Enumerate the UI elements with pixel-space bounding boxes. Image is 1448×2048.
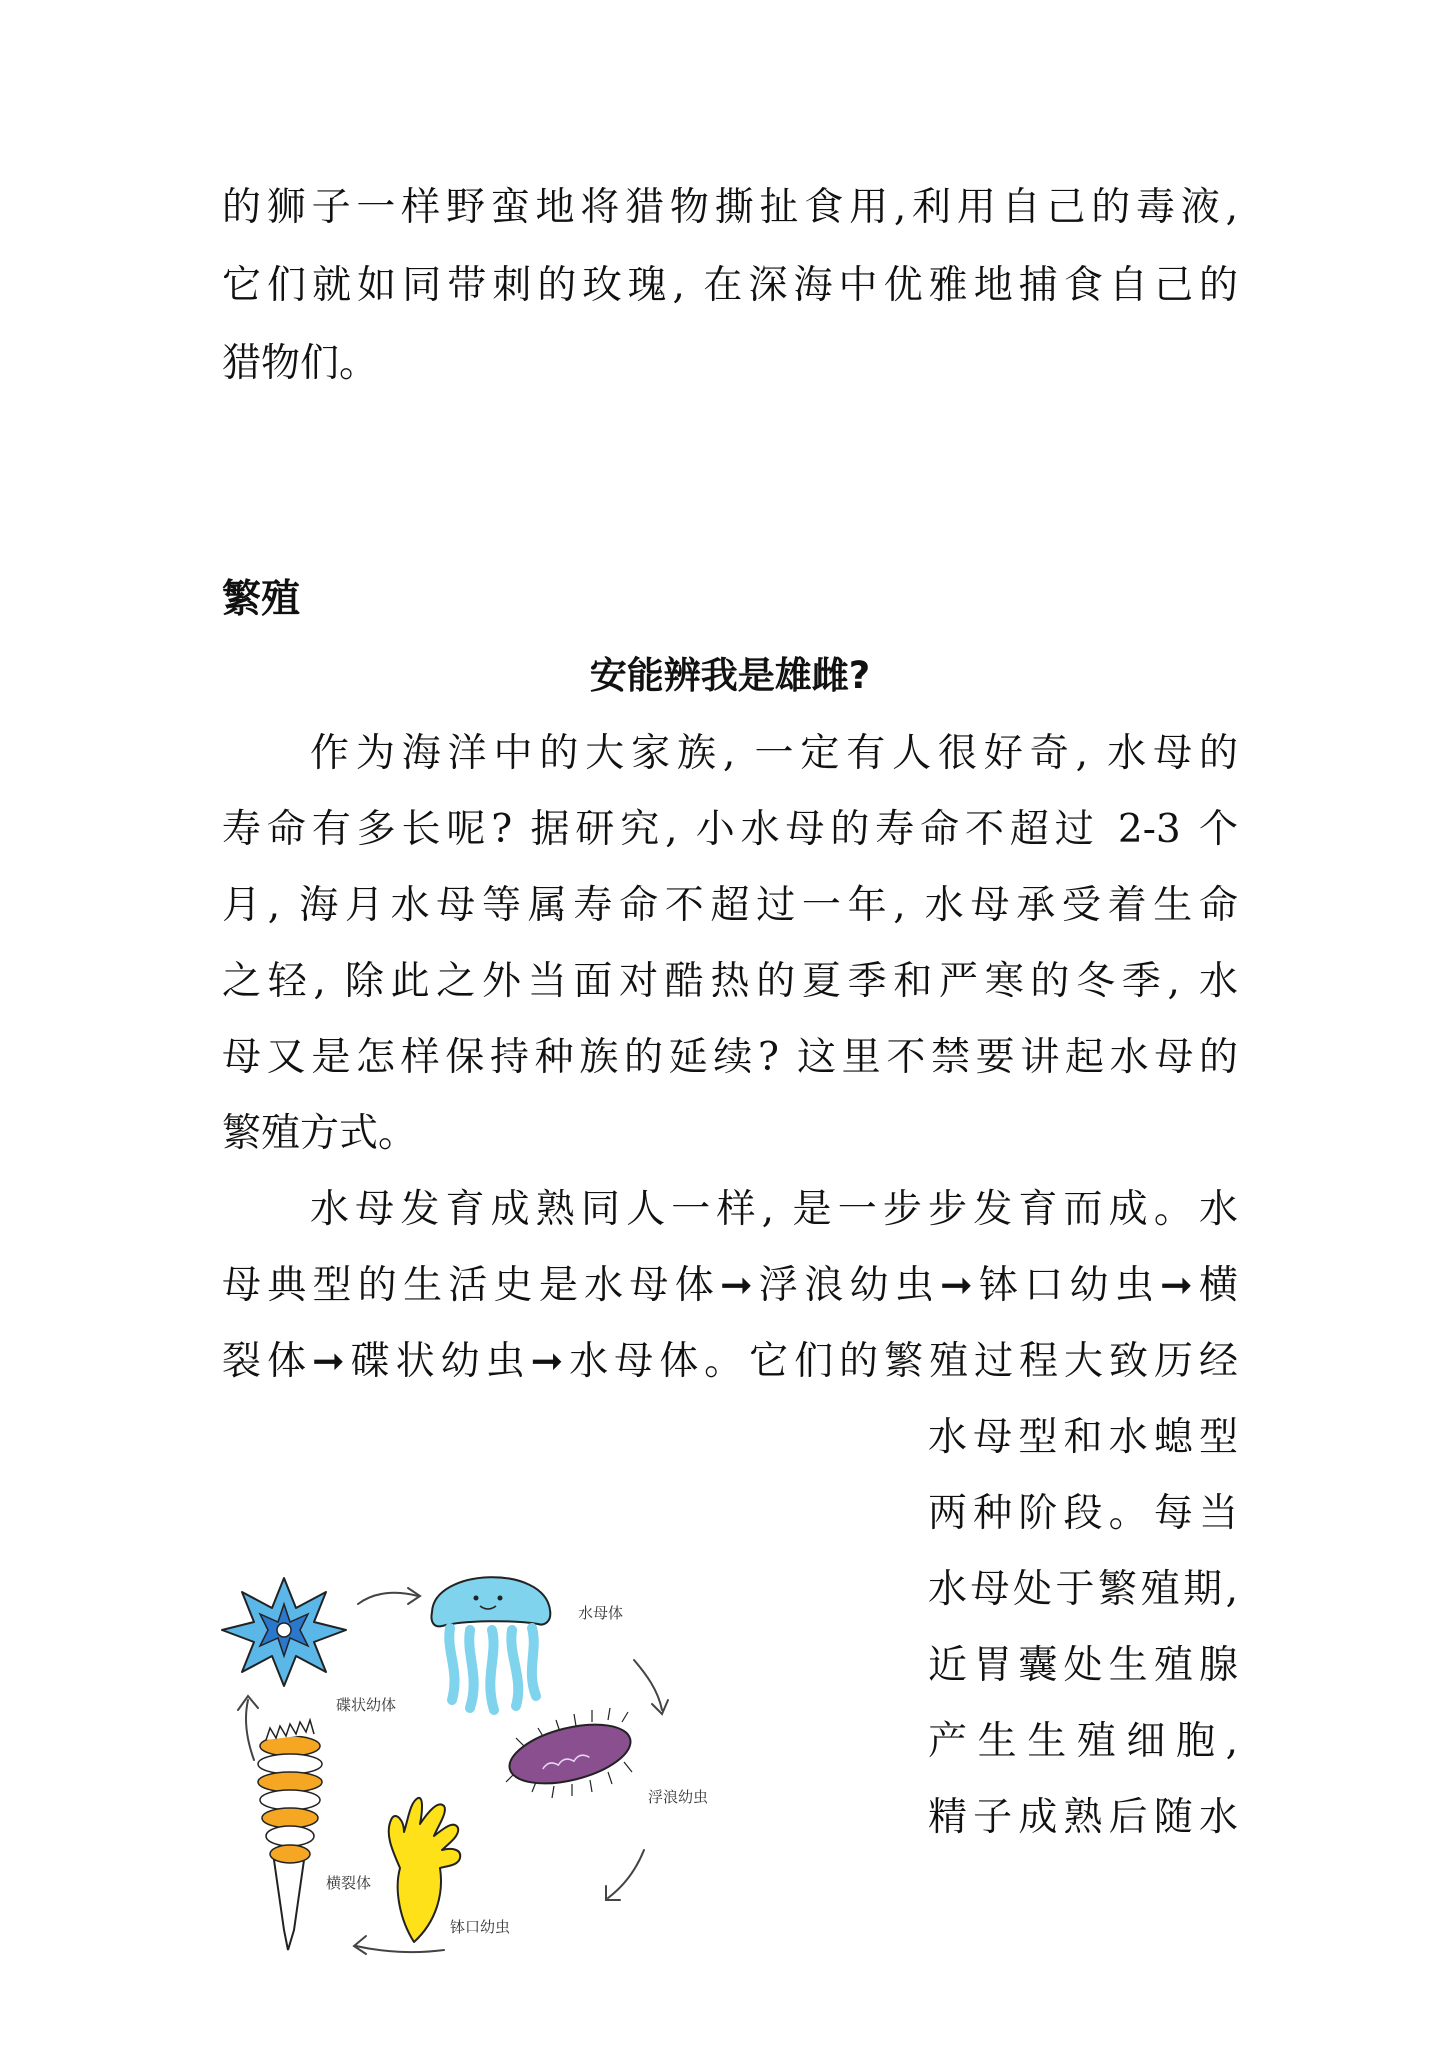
side-line-6: 精子成熟后随水 bbox=[928, 1795, 1238, 1840]
section-title: 繁殖 bbox=[222, 577, 301, 622]
section-subtitle: 安能辨我是雄雌? bbox=[589, 654, 871, 697]
intro-line-1: 的狮子一样野蛮地将猎物撕扯食用,利用自己的毒液, bbox=[222, 185, 1238, 230]
para1-line-1: 作为海洋中的大家族, 一定有人很好奇, 水母的 bbox=[310, 731, 1238, 776]
lifecycle-diagram bbox=[214, 1550, 814, 1970]
side-line-4: 近胃囊处生殖腺 bbox=[928, 1643, 1238, 1688]
para2-line-1: 水母发育成熟同人一样, 是一步步发育而成。水 bbox=[310, 1187, 1238, 1232]
para2-line-2: 母典型的生活史是水母体➞浮浪幼虫➞钵口幼虫➞横 bbox=[222, 1263, 1238, 1308]
medusa-illustration bbox=[431, 1577, 550, 1710]
side-line-2: 两种阶段。每当 bbox=[928, 1491, 1238, 1536]
para1-line-2: 寿命有多长呢? 据研究, 小水母的寿命不超过 2-3 个 bbox=[222, 807, 1238, 852]
para2-line-3: 裂体➞碟状幼虫➞水母体。它们的繁殖过程大致历经 bbox=[222, 1339, 1238, 1384]
intro-line-2: 它们就如同带刺的玫瑰, 在深海中优雅地捕食自己的 bbox=[222, 263, 1238, 308]
planula-illustration bbox=[504, 1708, 637, 1798]
para1-line-6: 繁殖方式。 bbox=[222, 1111, 418, 1156]
side-line-3: 水母处于繁殖期, bbox=[928, 1567, 1238, 1612]
side-line-5: 产生生殖细胞, bbox=[928, 1719, 1238, 1764]
strobila-illustration bbox=[258, 1720, 322, 1950]
ephyra-illustration bbox=[222, 1578, 346, 1686]
para1-line-4: 之轻, 除此之外当面对酷热的夏季和严寒的冬季, 水 bbox=[222, 959, 1238, 1004]
label-scyphistoma: 钵口幼虫 bbox=[450, 1918, 511, 1936]
para1-line-5: 母又是怎样保持种族的延续? 这里不禁要讲起水母的 bbox=[222, 1035, 1238, 1080]
label-strobila: 横裂体 bbox=[326, 1874, 372, 1892]
label-ephyra: 碟状幼体 bbox=[336, 1696, 397, 1714]
intro-line-3: 猎物们。 bbox=[222, 341, 379, 386]
para1-line-3: 月, 海月水母等属寿命不超过一年, 水母承受着生命 bbox=[222, 883, 1238, 928]
label-planula: 浮浪幼虫 bbox=[648, 1788, 709, 1806]
side-line-1: 水母型和水螅型 bbox=[928, 1415, 1238, 1460]
label-medusa: 水母体 bbox=[578, 1604, 624, 1622]
